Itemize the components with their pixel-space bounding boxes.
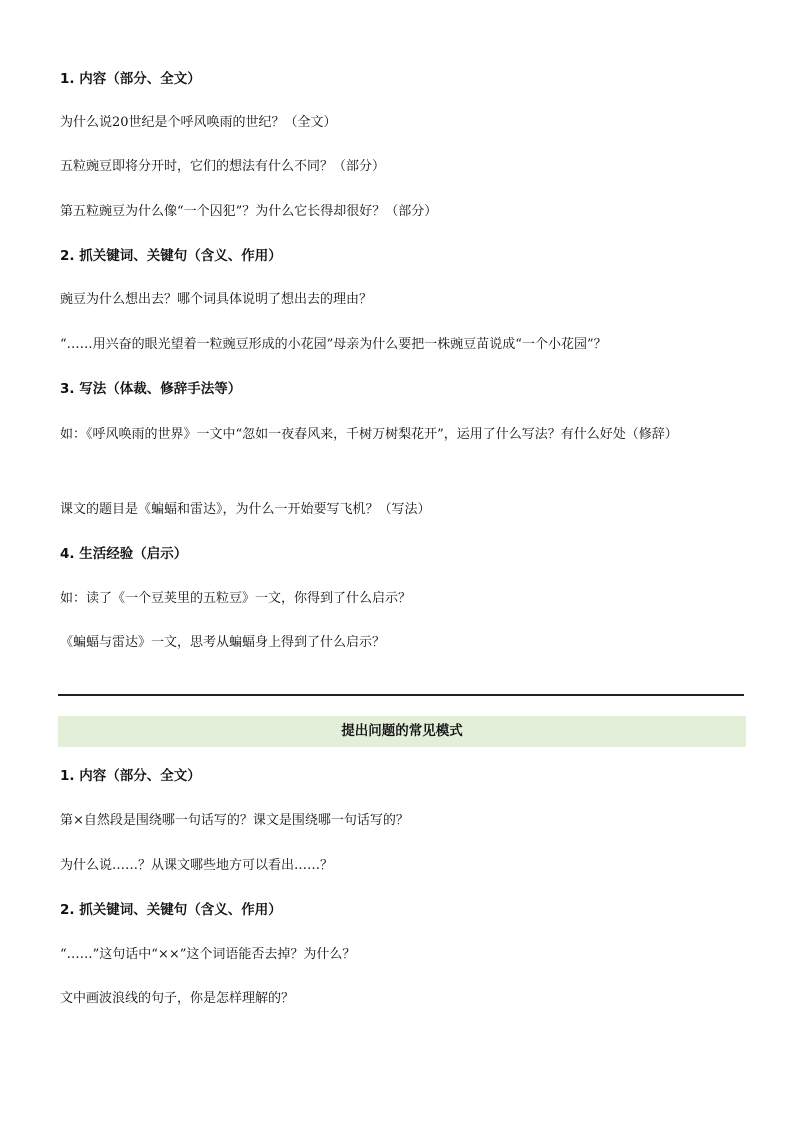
question-line: 课文的题目是《蝙蝠和雷达》，为什么一开始要写飞机？（写法） bbox=[60, 502, 431, 517]
question-line: 豌豆为什么想出去？哪个词具体说明了想出去的理由？ bbox=[60, 292, 373, 307]
question-line: 第×自然段是围绕哪一句话写的？课文是围绕哪一句话写的？ bbox=[60, 813, 409, 828]
question-line: 文中画波浪线的句子，你是怎样理解的？ bbox=[60, 991, 295, 1006]
question-line: “……”这句话中“××”这个词语能否去掉？为什么？ bbox=[60, 947, 356, 962]
section-heading: 4. 生活经验（启示） bbox=[60, 546, 188, 562]
section-heading: 2. 抓关键词、关键句（含义、作用） bbox=[60, 902, 282, 918]
section-heading: 2. 抓关键词、关键句（含义、作用） bbox=[60, 248, 282, 264]
question-paragraph: 如：《呼风唤雨的世界》一文中“忽如一夜春风来，千树万树梨花开”，运用了什么写法？有什么好处（修辞） bbox=[60, 427, 678, 442]
section-banner: 提出问题的常见模式 bbox=[58, 716, 746, 747]
question-line: “……用兴奋的眼光望着一粒豌豆形成的小花园”母亲为什么要把一株豌豆苗说成“一个小花园”？ bbox=[60, 337, 607, 352]
question-line: 五粒豌豆即将分开时，它们的想法有什么不同？（部分） bbox=[60, 159, 386, 174]
question-line: 为什么说20世纪是个呼风唤雨的世纪？（全文） bbox=[60, 115, 337, 130]
section-heading: 1. 内容（部分、全文） bbox=[60, 768, 201, 784]
section-heading: 3. 写法（体裁、修辞手法等） bbox=[60, 381, 242, 397]
question-line: 为什么说……？从课文哪些地方可以看出……？ bbox=[60, 858, 334, 873]
divider bbox=[58, 694, 744, 696]
question-line: 如：读了《一个豆荚里的五粒豆》一文，你得到了什么启示？ bbox=[60, 591, 412, 606]
question-line: 《蝙蝠与雷达》一文，思考从蝙蝠身上得到了什么启示？ bbox=[60, 635, 386, 650]
section-heading: 1. 内容（部分、全文） bbox=[60, 71, 201, 87]
question-line: 第五粒豌豆为什么像“一个囚犯”？为什么它长得却很好？（部分） bbox=[60, 204, 438, 219]
